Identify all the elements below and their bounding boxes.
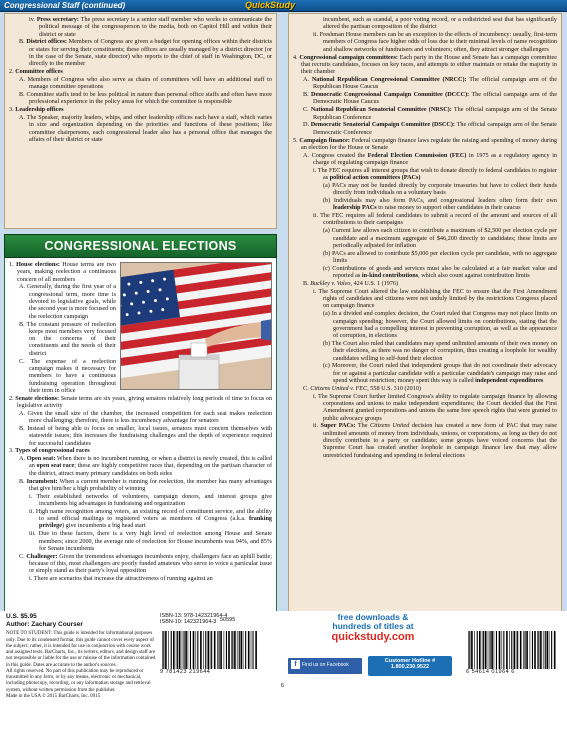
isbn-barcode-number: 9 781423 219644: [160, 669, 211, 675]
committee-item-b: B. Committee staffs tend to be less political in nature than personal office staffs and often have more professional experience in the policy areas for which the committee is responsible: [19, 91, 273, 106]
page-number: 6: [281, 683, 285, 689]
footer: [0, 611, 567, 733]
nrcc-item: A. National Republican Congressional Committee (NRCC): The official campaign arm of the Republican House Caucus: [303, 76, 557, 91]
staff-box: [4, 13, 277, 229]
senate-item-b: B. Instead of being able to focus on smaller, local issues, senators must concern themselves with statewide issues; this increases the fundraising challenges and the depth of experience required for successful candidates: [19, 424, 273, 447]
facebook-badge[interactable]: [288, 658, 362, 674]
top-bar: [0, 0, 567, 12]
incumbent-item-i: i. Their established networks of volunteers, campaign donors, and interest groups give incumbents big advantages in fundraising and organization: [29, 492, 272, 507]
fec-item-ii-c: (c) Contributions of goods and services must also be calculated at a fair market value and reported as in-kind contributions, which also count against contribution limits: [323, 264, 557, 280]
house-item-c: C. The expense of a reelection campaign makes it necessary for members to have a continuous fundraising operation throughout their term in office: [19, 357, 117, 394]
house-item-a: A. Generally, during the first year of a congressional term, more time is devoted to legislative goals, while the second year is more focused on the reelection campaign: [19, 283, 116, 320]
promo-url[interactable]: quickstudy.com: [331, 630, 415, 643]
section-banner: [4, 234, 277, 258]
dccc-item: B. Democratic Congressional Campaign Committee (DCCC): The official campaign arm of the Democratic House Caucus: [303, 91, 557, 106]
nrsc-item: C. National Republican Senatorial Committee (NRSC): The official campaign arm of the Senate Republican Conference: [303, 106, 557, 121]
promo: [288, 613, 458, 643]
senate-elections-item: 2. Senate elections: Senate terms are six years, giving senators relatively long periods of time to focus on legislative activity: [9, 394, 272, 409]
price-code: 50595: [220, 617, 236, 623]
fec-item-ii: ii. The FEC requires all federal candidates to submit a record of the amount and sources of all contributions to their campaigns: [313, 212, 557, 227]
challenger-item: C. Challenger: Given the tremendous advantages incumbents enjoy, challengers face an uphill battle; because of this, most challengers are poorly funded amateurs who serve to voice a particular issue or simply stand as their party's loyal opposition: [19, 552, 273, 575]
leadership-item-a: A. The Speaker, majority leaders, whips, and other leadership offices each have a staff, which varies in size and organization depending on the priorities and functions of these positions; like committee chairpersons, each congressional leader also has a personal office that manages the affairs of their district or state: [19, 114, 273, 143]
campaign-finance-item: 5. Campaign finance: Federal campaign finance laws regulate the raising and spending of money during an election for the House or Senate: [293, 136, 558, 151]
buckley-item-i-c: (c) Moreover, the Court ruled that independent groups that do not coordinate their advocacy for or against a particular candidate with a particular candidate's campaign may raise and spend without restriction; money spent this way is called independent expenditures: [323, 362, 558, 384]
flag-ballot-image: [120, 262, 272, 390]
citizens-united-item: C. Citizens United v. FEC, 558 U.S. 310 (2010): [303, 384, 421, 392]
brand-logo: QuickStudy: [245, 0, 296, 10]
super-pacs-item: ii. Super PACs: The Citizens United decision has created a new form of PAC that may raise unlimited amounts of money from individuals, unions, or corporations, as long as they do not directly contribute to a party or candidate; some groups have voiced concerns that the Supreme Court has created another loophole in campaign finance law that may allow unrestricted fundraising and spending in federal elections: [313, 422, 557, 459]
upc-barcode: [466, 631, 558, 669]
buckley-item-i: i. The Supreme Court altered the law establishing the FEC to ensure that the First Amendment rights of candidates and citizens were not unduly limited by the restrictions Congress placed on campaign finance: [313, 287, 557, 310]
note-to-student: NOTE TO STUDENT: This guide is intended for informational purposes only. Due to its condensed format, this guide cannot cover every aspect of the subject; rather, it is intended for use in conjunction with course work and assigned texts. BarCharts, Inc., its writers, editors, and design staff are not responsible or liable for the use or misuse of the information contained in this guide. Dates are accurate to the author's sources.: [6, 631, 156, 668]
buckley-item-i-b: (b) The Court also ruled that candidates may spend unlimited amounts of their own money on their elections, as there was no danger of corruption, thus creating a loophole for wealthy candidates willing to self-fund their election: [323, 339, 557, 362]
isbn10: ISBN-10: 142321964-3: [160, 619, 217, 626]
freshman-item: ii. Freshman House members can be an exception to the effects of incumbency: usually, first-term members of Congress face higher odds of loss due to their minimal levels of name recognition and shallow networks of fundraisers and volunteers; often, they attract stronger challengers: [313, 31, 557, 53]
author: Author: Zachary Courser: [6, 621, 83, 629]
challenger-continued: incumbent, such as scandal, a poor voting record, or a redistricted seat that has significantly altered the partisan composition of the district: [323, 16, 557, 31]
open-seat-item: A. Open seat: When there is no incumbent running, or when a district is newly created, this is called an open seat race; these are highly competitive races that, depending on the partisan character of the district, attract many primary candidates on both sides: [19, 455, 272, 477]
isbn13: ISBN-13: 978-142321964-4: [160, 613, 228, 619]
senate-item-a: A. Given the small size of the chamber, the increased competition for each seat makes reelection more challenging; therefore, there is less incumbency advantage for senators: [19, 409, 273, 425]
committee-offices-heading: 2. Committee offices: [9, 68, 63, 76]
fec-item-ii-a: (a) Current law allows each citizen to contribute a maximum of $2,500 per election cycle per candidate and a maximum aggregate of $46,200 directly to candidates; these limits are periodically adjusted for inflation: [323, 227, 557, 249]
fec-item: A. Congress created the Federal Election Commission (FEC) in 1975 as a regulatory agency in charge of regulating campaign finance: [303, 151, 558, 166]
fec-item-i-b: (b) Individuals may also form PACs, and congressional leaders often form their own leadership PACs to raise money to support other candidates in their caucus: [323, 197, 557, 212]
promo-line2: hundreds of titles at: [332, 620, 414, 631]
section-title: Congressional Staff (continued): [4, 1, 126, 10]
isbn-barcode: [160, 631, 258, 669]
made-in: Made in the USA © 2015 BarCharts, Inc. 0915: [6, 693, 101, 699]
incumbent-item-ii: ii. High name recognition among voters, an existing record of constituent service, and the ability to send official mailings to registered voters as members of Congress (a.k.a. franking privilege) give incumbents a big head start: [29, 507, 273, 530]
footer-info: [6, 613, 156, 700]
house-item-b: B. The constant pressure of reelection keeps most members very focused on the concerns of their constituents and the needs of their district: [19, 320, 116, 357]
citizens-united-item-i: i. The Supreme Court further limited Congress's ability to regulate campaign finance by allowing corporations and unions to make independent expenditures; the Court decided that the First Amendment granted corporations and unions the same free speech rights that were granted to public advocacy groups: [313, 392, 557, 422]
incumbent-item: B. Incumbent: When a current member is running for reelection, the member has many advantages that give him/her a high probability of winning: [19, 477, 273, 492]
right-column: [288, 13, 562, 619]
hotline-number: 1.800.230.9522: [390, 664, 430, 671]
house-elections-item: 1. House elections: House terms are two years, making reelection a continuous concern of all members: [9, 261, 116, 283]
facebook-icon: f: [291, 660, 300, 669]
district-offices-item: B. District offices: Members of Congress are given a budget for opening offices within their districts or states for serving their constituents; these offices are usually managed by a district director (or in the case of the Senate, state director) who reports to the chief of staff in Washington, DC, or directly to the member: [19, 38, 273, 68]
hotline-label: Customer Hotline #: [384, 658, 436, 664]
leadership-offices-heading: 3. Leadership offices: [9, 106, 64, 114]
race-types-heading: 3. Types of congressional races: [9, 447, 90, 455]
committee-item-a: A. Members of Congress who also serve as chairs of committees will have an additional staff to manage committee operations: [19, 76, 272, 91]
buckley-item: B. Buckley v. Valeo, 424 U.S. 1 (1976): [303, 279, 399, 287]
fec-item-i-a: (a) PACs may not be funded directly by corporate treasuries but have to collect their funds directly from individuals on a voluntary basis: [323, 181, 557, 197]
promo-line1: free downloads &: [337, 612, 409, 622]
fec-item-i: i. The FEC requires all interest groups that wish to donate directly to federal candidates to register as political action committees (PACs): [313, 166, 558, 182]
isbn-block: [160, 613, 227, 626]
dscc-item: D. Democratic Senatorial Campaign Committee (DSCC): The official campaign arm of the Senate Democratic Conference: [303, 121, 558, 136]
incumbent-item-iii: iii. Due to these factors, there is a very high level of reelection among House and Senate members; since 2000, the average rate of reelection for House incumbents was 94%, and 85% for Senate incumbents: [29, 530, 272, 552]
banner-title: CONGRESSIONAL ELECTIONS: [44, 239, 237, 253]
campaign-box: [288, 13, 562, 619]
customer-hotline: [368, 656, 452, 676]
upc-barcode-number: 6 54614 01964 6: [466, 669, 515, 675]
challenger-item-i: i. There are scenarios that increase the attractiveness of running against an: [29, 575, 213, 583]
buckley-item-i-a: (a) In a divided and complex decision, the Court ruled that Congress may not place limits on campaign spending; however, the Court allowed limits on contributions, stating that the government had a compelling interest in preventing corruption, as well as the appearance of corruption, in elections: [323, 310, 557, 340]
facebook-label: Find us on Facebook: [302, 661, 349, 668]
price: U.S. $5.95: [6, 613, 37, 620]
campaign-committees-item: 4. Congressional campaign committees: Each party in the House and Senate has a campaign committee that recruits candidates, focuses on key races, and attempts to either maintain or retake the majority in their chamber: [293, 53, 558, 76]
press-secretary-item: iv. Press secretary: The press secretary is a senior staff member who works to communicate the political message of the congressperson to the media, both on Capitol Hill and within their district or state: [29, 16, 273, 38]
rights-notice: All rights reserved. No part of this publication may be reproduced or transmitted in any form, or by any means, electronic or mechanical, including photocopy, recording, or any information storage and retrieval system, without written permission from the publisher.: [6, 668, 151, 693]
fec-item-ii-b: (b) PACs are allowed to contribute $5,000 per election cycle per candidate, with no aggregate limits: [323, 249, 558, 264]
